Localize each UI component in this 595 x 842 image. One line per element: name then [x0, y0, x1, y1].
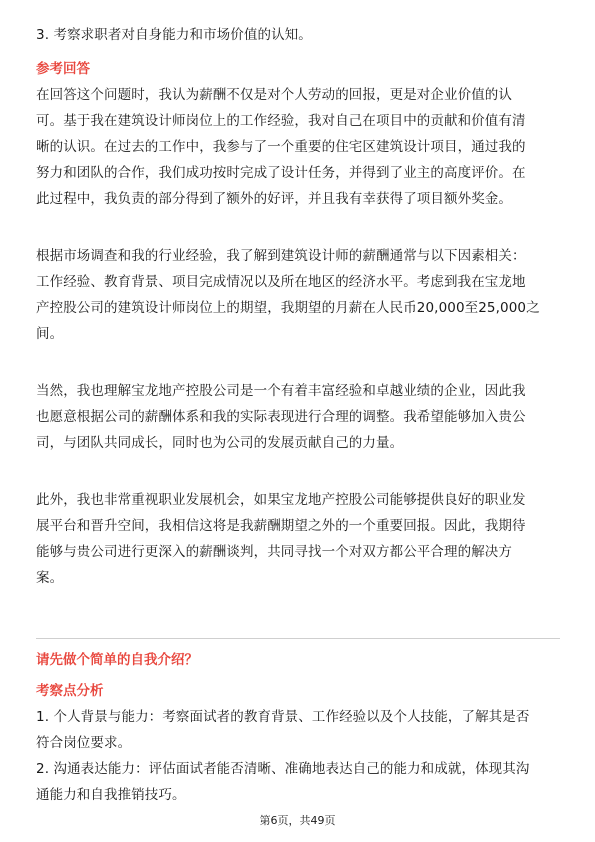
answer-p1-line2: 可。基于我在建筑设计师岗位上的工作经验，我对自己在项目中的贡献和价值有清: [36, 113, 526, 129]
answer-p4-line4: 案。: [36, 570, 64, 586]
answer-p3-line1: 当然，我也理解宝龙地产控股公司是一个有着丰富经验和卓越业绩的企业，因此我: [36, 383, 526, 399]
answer-p3-line3: 司，与团队共同成长，同时也为公司的发展贡献自己的力量。: [36, 435, 404, 451]
analysis-item-2-line1: 2. 沟通表达能力：评估面试者能否清晰、准确地表达自己的能力和成就，体现其沟: [36, 761, 530, 777]
answer-p1-line5: 此过程中，我负责的部分得到了额外的好评，并且我有幸获得了项目额外奖金。: [36, 191, 512, 207]
answer-p2-line3: 产控股公司的建筑设计师岗位上的期望，我期望的月薪在人民币20,000至25,000之: [36, 300, 540, 316]
answer-p4-line1: 此外，我也非常重视职业发展机会，如果宝龙地产控股公司能够提供良好的职业发: [36, 492, 526, 508]
analysis-item-1-line2: 符合岗位要求。: [36, 735, 132, 751]
answer-p1-line4: 努力和团队的合作，我们成功按时完成了设计任务，并得到了业主的高度评价。在: [36, 165, 526, 181]
analysis-heading: 考察点分析: [36, 683, 104, 699]
analysis-item-1-line1: 1. 个人背景与能力：考察面试者的教育背景、工作经验以及个人技能，了解其是否: [36, 709, 530, 725]
analysis-item-2-line2: 通能力和自我推销技巧。: [36, 787, 186, 803]
answer-p2-line2: 工作经验、教育背景、项目完成情况以及所在地区的经济水平。考虑到我在宝龙地: [36, 274, 526, 290]
page-footer: 第6页，共49页: [259, 814, 336, 827]
answer-p1-line3: 晰的认识。在过去的工作中，我参与了一个重要的住宅区建筑设计项目，通过我的: [36, 139, 526, 155]
answer-p3-line2: 也愿意根据公司的薪酬体系和我的实际表现进行合理的调整。我希望能够加入贵公: [36, 409, 526, 425]
answer-p1-line1: 在回答这个问题时，我认为薪酬不仅是对个人劳动的回报，更是对企业价值的认: [36, 87, 512, 103]
answer-p2-line4: 间。: [36, 326, 64, 342]
answer-p4-line2: 展平台和晋升空间，我相信这将是我薪酬期望之外的一个重要回报。因此，我期待: [36, 518, 526, 534]
answer-p2-line1: 根据市场调查和我的行业经验，我了解到建筑设计师的薪酬通常与以下因素相关：: [36, 248, 526, 264]
section-divider: [36, 638, 560, 639]
answer-p4-line3: 能够与贵公司进行更深入的薪酬谈判，共同寻找一个对双方都公平合理的解决方: [36, 544, 512, 560]
next-question-heading: 请先做个简单的自我介绍？: [36, 652, 198, 668]
question-3-text: 3. 考察求职者对自身能力和市场价值的认知。: [36, 27, 312, 43]
document-page: [36, 0, 560, 842]
answer-heading: 参考回答: [36, 61, 90, 77]
